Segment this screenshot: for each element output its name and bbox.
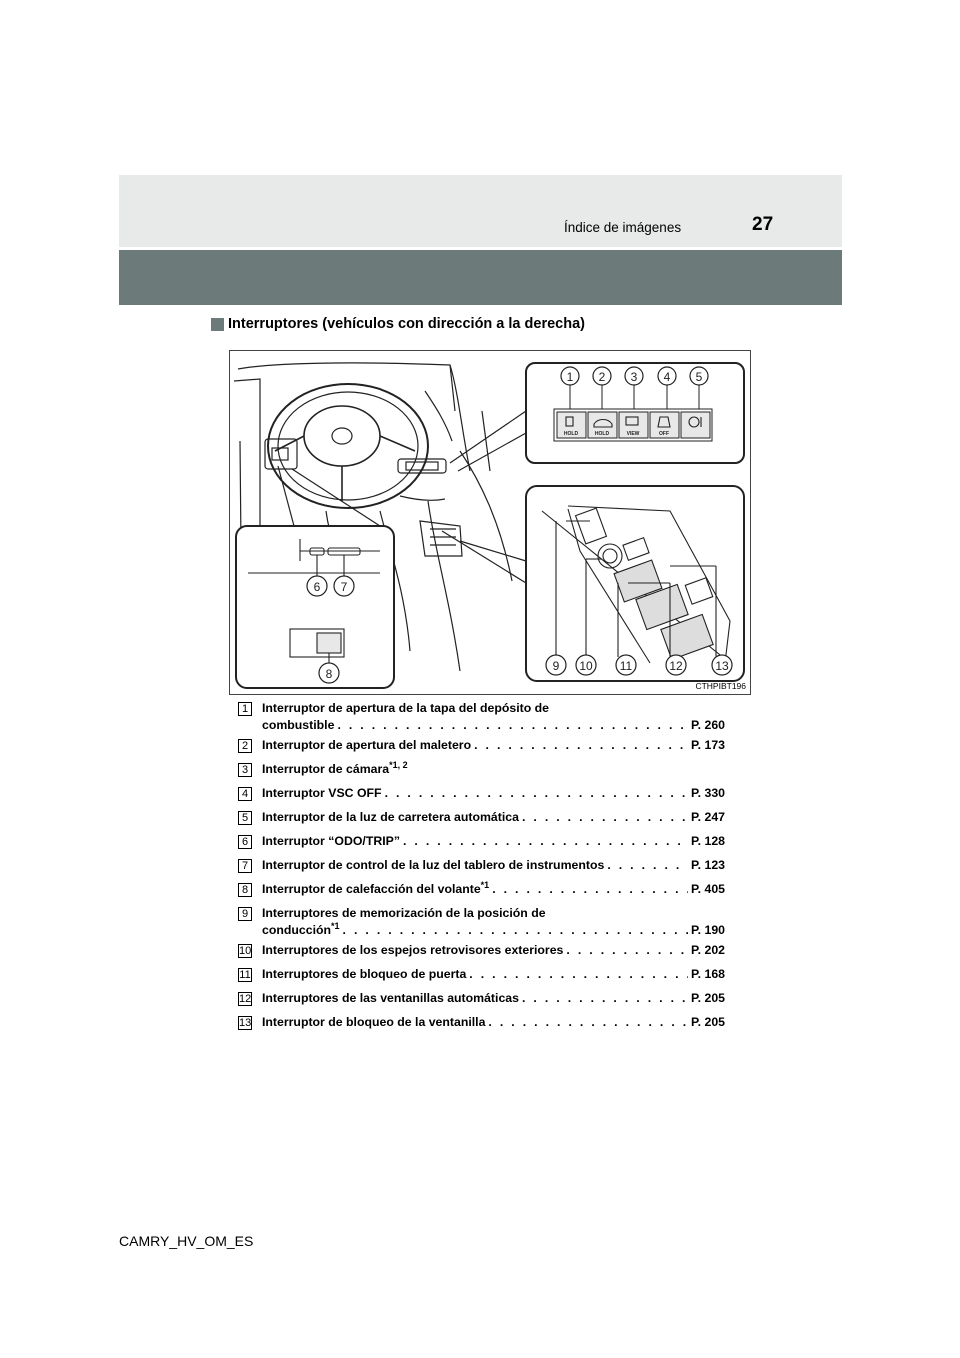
legend-num-4: 4 <box>238 787 252 801</box>
legend-page-11: P. 168 <box>691 967 725 981</box>
legend-page-10: P. 202 <box>691 943 725 957</box>
legend-item-2 <box>238 737 725 761</box>
legend-item-12 <box>238 990 725 1014</box>
dashboard-drawing <box>230 351 750 694</box>
legend-page-8: P. 405 <box>691 882 725 896</box>
legend-item-10 <box>238 942 725 966</box>
legend-text-8: Interruptor de calefacción del volante <box>262 882 481 896</box>
legend-num-3: 3 <box>238 763 252 777</box>
callout-10: 10 <box>579 659 593 673</box>
legend-text-3: Interruptor de cámara <box>262 762 390 776</box>
header-band <box>119 175 842 247</box>
legend-num-10: 10 <box>239 945 252 957</box>
legend-num-12: 12 <box>239 993 252 1005</box>
callout-13: 13 <box>715 659 729 673</box>
off-label: OFF <box>659 431 669 437</box>
legend-page-1: P. 260 <box>691 718 725 732</box>
footer-doc-code: CAMRY_HV_OM_ES <box>119 1233 254 1249</box>
legend-num-1: 1 <box>238 702 252 716</box>
header-dark-band <box>119 250 842 305</box>
square-bullet-icon <box>211 318 224 331</box>
legend-page-4: P. 330 <box>691 786 725 800</box>
legend-num-13: 13 <box>239 1017 252 1029</box>
legend-text-9b: conducción <box>262 923 332 937</box>
view-label: VIEW <box>626 431 640 437</box>
legend-num-11: 11 <box>239 969 251 981</box>
switch-illustration <box>229 350 751 695</box>
hold-label-2: HOLD <box>594 431 610 437</box>
callout-11: 11 <box>619 659 633 673</box>
callout-6: 6 <box>313 580 321 594</box>
legend-page-5: P. 247 <box>691 810 725 824</box>
callout-9: 9 <box>552 659 560 673</box>
legend-item-4 <box>238 785 725 809</box>
legend-page-12: P. 205 <box>691 991 725 1005</box>
section-heading <box>211 316 585 332</box>
legend-num-9: 9 <box>238 907 252 921</box>
legend-sup-8: *1 <box>480 879 490 890</box>
legend-item-11 <box>238 966 725 990</box>
legend-num-6: 6 <box>238 835 252 849</box>
legend-page-9: P. 190 <box>691 923 725 937</box>
legend-num-2: 2 <box>238 739 252 753</box>
legend-item-1 <box>238 700 725 737</box>
legend-text-1b: combustible <box>262 718 335 732</box>
legend-page-7: P. 123 <box>691 858 725 872</box>
legend-page-6: P. 128 <box>691 834 725 848</box>
legend-text-11: Interruptores de bloqueo de puerta <box>262 967 467 981</box>
figure-code: CTHPIBT196 <box>695 681 746 691</box>
legend-text-5: Interruptor de la luz de carretera automática <box>262 810 519 824</box>
hold-label-1: HOLD <box>563 431 579 437</box>
legend-item-8 <box>238 881 725 905</box>
legend-page-13: P. 205 <box>691 1015 725 1029</box>
section-heading-text: Interruptores (vehículos con dirección a la derecha) <box>228 316 585 332</box>
callout-1: 1 <box>566 370 574 384</box>
legend-text-9a: Interruptores de memorización de la posición de <box>262 906 546 920</box>
callout-7: 7 <box>340 580 348 594</box>
legend-item-6 <box>238 833 725 857</box>
callout-3: 3 <box>630 370 638 384</box>
section-title: Índice de imágenes <box>564 220 682 235</box>
legend-text-1a: Interruptor de apertura de la tapa del depósito de <box>262 701 549 715</box>
legend-item-3 <box>238 761 725 785</box>
legend-item-9 <box>238 905 725 942</box>
legend-text-12: Interruptores de las ventanillas automáticas <box>262 991 519 1005</box>
legend-text-4: Interruptor VSC OFF <box>262 786 382 800</box>
callout-12: 12 <box>669 659 683 673</box>
legend-text-6: Interruptor “ODO/TRIP” <box>262 834 400 848</box>
page-number: 27 <box>752 214 774 235</box>
legend-item-13 <box>238 1014 725 1038</box>
legend-item-7 <box>238 857 725 881</box>
legend-sup-3: *1, 2 <box>389 759 408 770</box>
legend-page-2: P. 173 <box>691 738 725 752</box>
legend-text-13: Interruptor de bloqueo de la ventanilla <box>262 1015 486 1029</box>
callout-5: 5 <box>695 370 703 384</box>
legend-num-7: 7 <box>238 859 252 873</box>
legend-text-10: Interruptores de los espejos retrovisores exteriores <box>262 943 564 957</box>
callout-8: 8 <box>325 667 333 681</box>
callout-2: 2 <box>598 370 606 384</box>
legend-num-8: 8 <box>238 883 252 897</box>
legend-sup-9: *1 <box>331 920 340 931</box>
legend-text-7: Interruptor de control de la luz del tablero de instrumentos <box>262 858 605 872</box>
callout-4: 4 <box>663 370 671 384</box>
legend-list <box>238 700 725 1038</box>
legend-item-5 <box>238 809 725 833</box>
legend-text-2: Interruptor de apertura del maletero <box>262 738 472 752</box>
legend-num-5: 5 <box>238 811 252 825</box>
